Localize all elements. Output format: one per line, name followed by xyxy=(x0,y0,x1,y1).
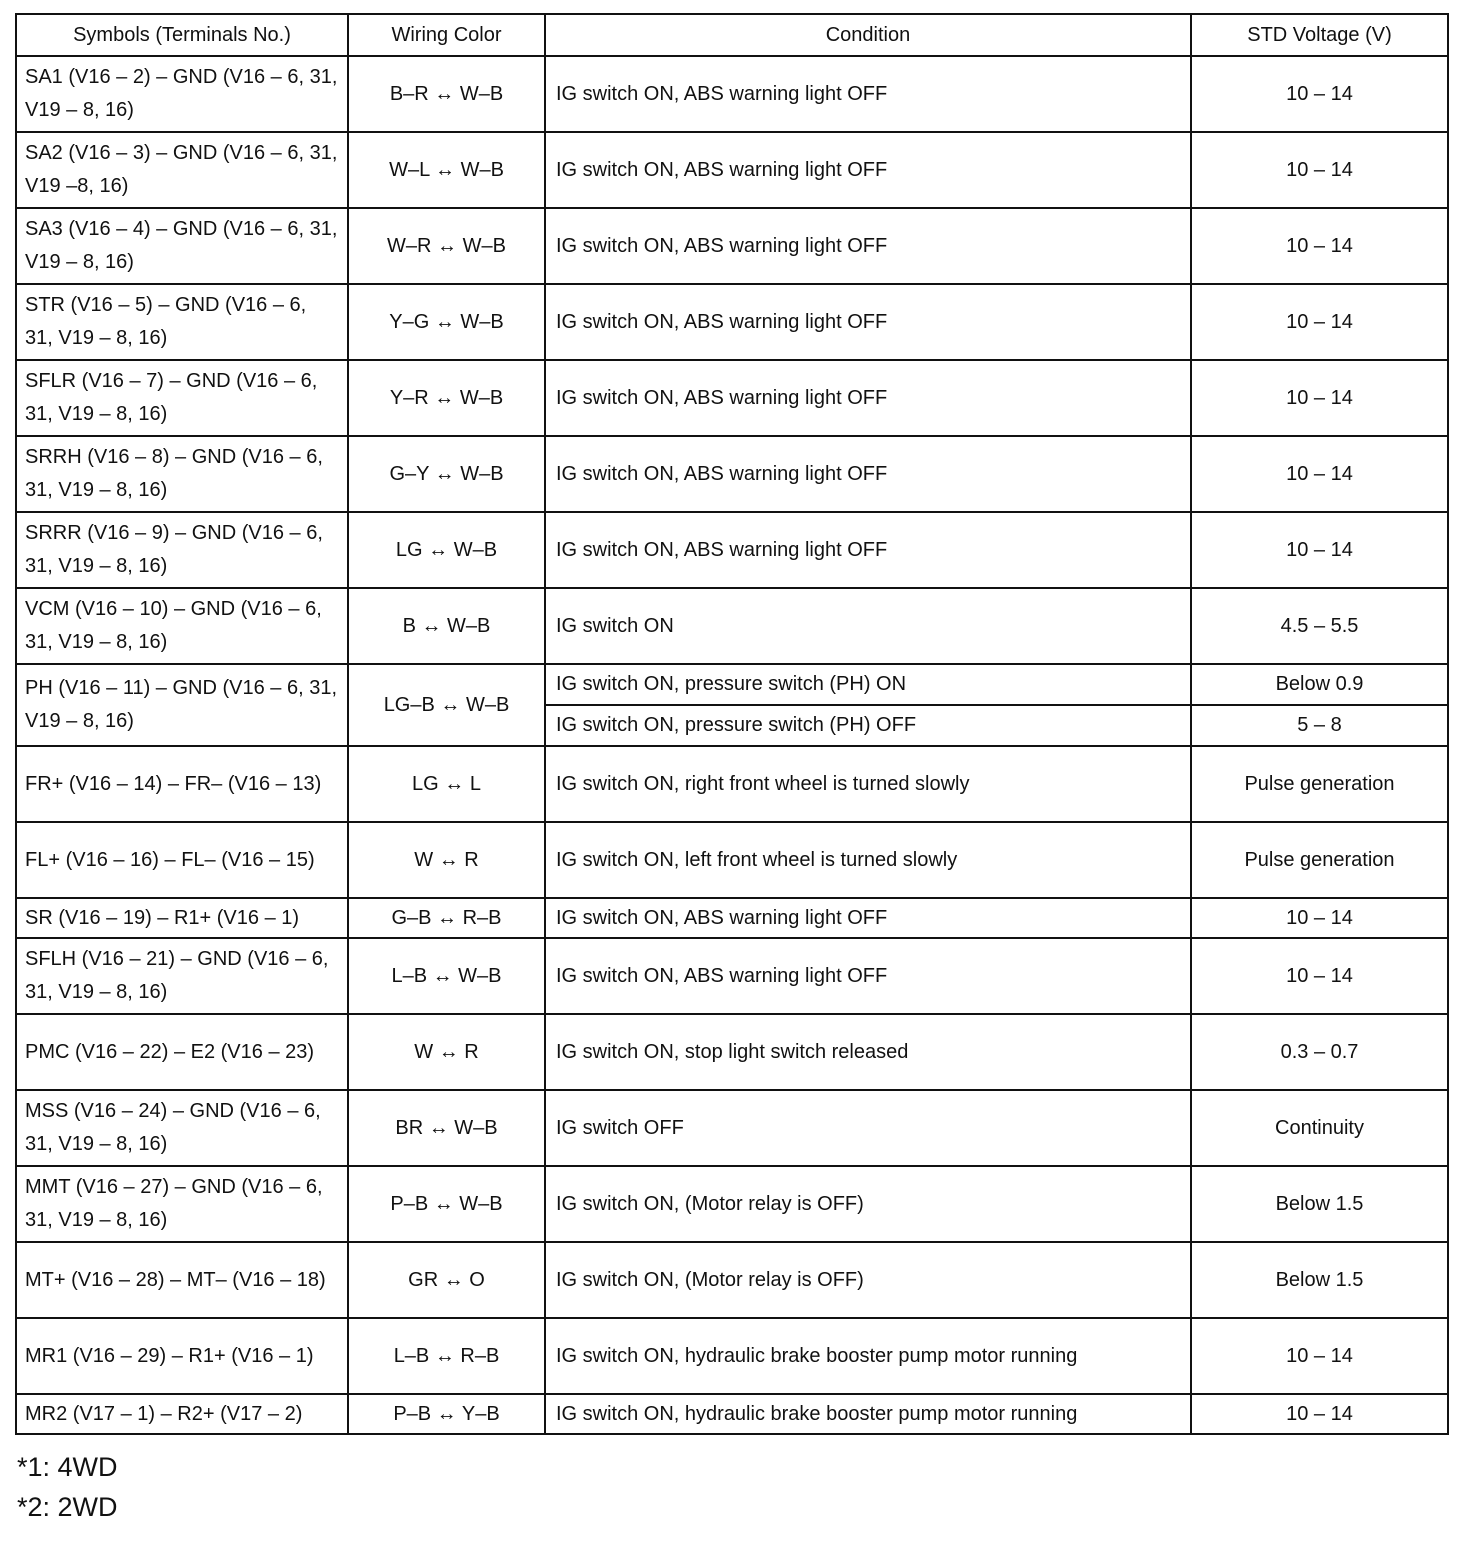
table-row xyxy=(16,938,1448,1014)
condition-cell: IG switch ON, pressure switch (PH) OFF xyxy=(545,705,1191,746)
table-row xyxy=(16,1014,1448,1090)
voltage-cell: Pulse generation xyxy=(1191,822,1448,898)
footnote-4wd: *1: 4WD xyxy=(17,1452,118,1482)
wiring-cell: G–Y ↔ W–B xyxy=(348,436,545,512)
voltage-cell: Below 1.5 xyxy=(1191,1242,1448,1318)
voltage-cell: 10 – 14 xyxy=(1191,1318,1448,1394)
symbol-cell: MMT (V16 – 27) – GND (V16 – 6, 31, V19 – 8, 16) xyxy=(16,1166,348,1242)
symbol-cell: MR2 (V17 – 1) – R2+ (V17 – 2) xyxy=(16,1394,348,1434)
condition-cell: IG switch ON xyxy=(545,588,1191,664)
voltage-cell: 10 – 14 xyxy=(1191,436,1448,512)
symbol-cell: STR (V16 – 5) – GND (V16 – 6, 31, V19 – 8, 16) xyxy=(16,284,348,360)
header-wiring-color: Wiring Color xyxy=(348,14,545,56)
voltage-cell: 10 – 14 xyxy=(1191,938,1448,1014)
symbol-cell: SRRH (V16 – 8) – GND (V16 – 6, 31, V19 – 8, 16) xyxy=(16,436,348,512)
condition-cell: IG switch ON, ABS warning light OFF xyxy=(545,56,1191,132)
voltage-cell: 10 – 14 xyxy=(1191,132,1448,208)
condition-cell: IG switch ON, right front wheel is turned slowly xyxy=(545,746,1191,822)
table-row xyxy=(16,746,1448,822)
symbol-cell: SRRR (V16 – 9) – GND (V16 – 6, 31, V19 – 8, 16) xyxy=(16,512,348,588)
symbol-cell: SFLR (V16 – 7) – GND (V16 – 6, 31, V19 – 8, 16) xyxy=(16,360,348,436)
table-row xyxy=(16,822,1448,898)
voltage-cell: 10 – 14 xyxy=(1191,898,1448,938)
header-condition: Condition xyxy=(545,14,1191,56)
table-row xyxy=(16,1318,1448,1394)
footnote-2wd: *2: 2WD xyxy=(17,1492,118,1522)
condition-cell: IG switch ON, ABS warning light OFF xyxy=(545,938,1191,1014)
table-row xyxy=(16,56,1448,132)
table-row xyxy=(16,436,1448,512)
wiring-cell: W ↔ R xyxy=(348,1014,545,1090)
symbol-cell: PH (V16 – 11) – GND (V16 – 6, 31, V19 – 8, 16) xyxy=(16,664,348,746)
table-row xyxy=(16,360,1448,436)
table-row xyxy=(16,664,1448,705)
wiring-cell: GR ↔ O xyxy=(348,1242,545,1318)
voltage-cell: 10 – 14 xyxy=(1191,284,1448,360)
wiring-cell: W–R ↔ W–B xyxy=(348,208,545,284)
condition-cell: IG switch ON, (Motor relay is OFF) xyxy=(545,1242,1191,1318)
symbol-cell: SFLH (V16 – 21) – GND (V16 – 6, 31, V19 – 8, 16) xyxy=(16,938,348,1014)
table-header-row xyxy=(16,14,1448,56)
condition-cell: IG switch OFF xyxy=(545,1090,1191,1166)
voltage-cell: Below 0.9 xyxy=(1191,664,1448,705)
voltage-cell: 10 – 14 xyxy=(1191,1394,1448,1434)
symbol-cell: FR+ (V16 – 14) – FR– (V16 – 13) xyxy=(16,746,348,822)
condition-cell: IG switch ON, (Motor relay is OFF) xyxy=(545,1166,1191,1242)
condition-cell: IG switch ON, ABS warning light OFF xyxy=(545,132,1191,208)
condition-cell: IG switch ON, stop light switch released xyxy=(545,1014,1191,1090)
symbol-cell: SA1 (V16 – 2) – GND (V16 – 6, 31, V19 – 8, 16) xyxy=(16,56,348,132)
table-row xyxy=(16,588,1448,664)
wiring-cell: Y–R ↔ W–B xyxy=(348,360,545,436)
wiring-cell: L–B ↔ R–B xyxy=(348,1318,545,1394)
condition-cell: IG switch ON, ABS warning light OFF xyxy=(545,360,1191,436)
wiring-cell: W–L ↔ W–B xyxy=(348,132,545,208)
voltage-cell: 4.5 – 5.5 xyxy=(1191,588,1448,664)
symbol-cell: PMC (V16 – 22) – E2 (V16 – 23) xyxy=(16,1014,348,1090)
condition-cell: IG switch ON, ABS warning light OFF xyxy=(545,284,1191,360)
wiring-cell: LG–B ↔ W–B xyxy=(348,664,545,746)
voltage-cell: 10 – 14 xyxy=(1191,56,1448,132)
voltage-cell: 10 – 14 xyxy=(1191,208,1448,284)
wiring-cell: B–R ↔ W–B xyxy=(348,56,545,132)
symbol-cell: SR (V16 – 19) – R1+ (V16 – 1) xyxy=(16,898,348,938)
table-row xyxy=(16,1242,1448,1318)
table-row xyxy=(16,898,1448,938)
table-row xyxy=(16,512,1448,588)
symbol-cell: SA3 (V16 – 4) – GND (V16 – 6, 31, V19 – 8, 16) xyxy=(16,208,348,284)
wiring-cell: BR ↔ W–B xyxy=(348,1090,545,1166)
wiring-cell: LG ↔ L xyxy=(348,746,545,822)
wiring-cell: Y–G ↔ W–B xyxy=(348,284,545,360)
condition-cell: IG switch ON, ABS warning light OFF xyxy=(545,436,1191,512)
table-row xyxy=(16,284,1448,360)
voltage-cell: Pulse generation xyxy=(1191,746,1448,822)
voltage-cell: Below 1.5 xyxy=(1191,1166,1448,1242)
voltage-cell: 5 – 8 xyxy=(1191,705,1448,746)
symbol-cell: VCM (V16 – 10) – GND (V16 – 6, 31, V19 – 8, 16) xyxy=(16,588,348,664)
table-row xyxy=(16,1090,1448,1166)
voltage-cell: Continuity xyxy=(1191,1090,1448,1166)
symbol-cell: MR1 (V16 – 29) – R1+ (V16 – 1) xyxy=(16,1318,348,1394)
header-symbols: Symbols (Terminals No.) xyxy=(16,14,348,56)
wiring-cell: G–B ↔ R–B xyxy=(348,898,545,938)
voltage-cell: 10 – 14 xyxy=(1191,512,1448,588)
symbol-cell: MSS (V16 – 24) – GND (V16 – 6, 31, V19 – 8, 16) xyxy=(16,1090,348,1166)
table-row xyxy=(16,1166,1448,1242)
table-row xyxy=(16,1394,1448,1434)
symbol-cell: SA2 (V16 – 3) – GND (V16 – 6, 31, V19 –8, 16) xyxy=(16,132,348,208)
condition-cell: IG switch ON, left front wheel is turned slowly xyxy=(545,822,1191,898)
terminal-voltage-table xyxy=(15,13,1449,1435)
wiring-cell: L–B ↔ W–B xyxy=(348,938,545,1014)
symbol-cell: FL+ (V16 – 16) – FL– (V16 – 15) xyxy=(16,822,348,898)
voltage-cell: 10 – 14 xyxy=(1191,360,1448,436)
footnotes xyxy=(17,1447,118,1527)
wiring-cell: B ↔ W–B xyxy=(348,588,545,664)
wiring-cell: P–B ↔ W–B xyxy=(348,1166,545,1242)
condition-cell: IG switch ON, pressure switch (PH) ON xyxy=(545,664,1191,705)
condition-cell: IG switch ON, ABS warning light OFF xyxy=(545,512,1191,588)
header-std-voltage: STD Voltage (V) xyxy=(1191,14,1448,56)
wiring-cell: W ↔ R xyxy=(348,822,545,898)
condition-cell: IG switch ON, ABS warning light OFF xyxy=(545,898,1191,938)
symbol-cell: MT+ (V16 – 28) – MT– (V16 – 18) xyxy=(16,1242,348,1318)
table-row xyxy=(16,208,1448,284)
voltage-cell: 0.3 – 0.7 xyxy=(1191,1014,1448,1090)
wiring-cell: LG ↔ W–B xyxy=(348,512,545,588)
condition-cell: IG switch ON, hydraulic brake booster pump motor running xyxy=(545,1394,1191,1434)
wiring-cell: P–B ↔ Y–B xyxy=(348,1394,545,1434)
table-row xyxy=(16,132,1448,208)
condition-cell: IG switch ON, ABS warning light OFF xyxy=(545,208,1191,284)
condition-cell: IG switch ON, hydraulic brake booster pump motor running xyxy=(545,1318,1191,1394)
